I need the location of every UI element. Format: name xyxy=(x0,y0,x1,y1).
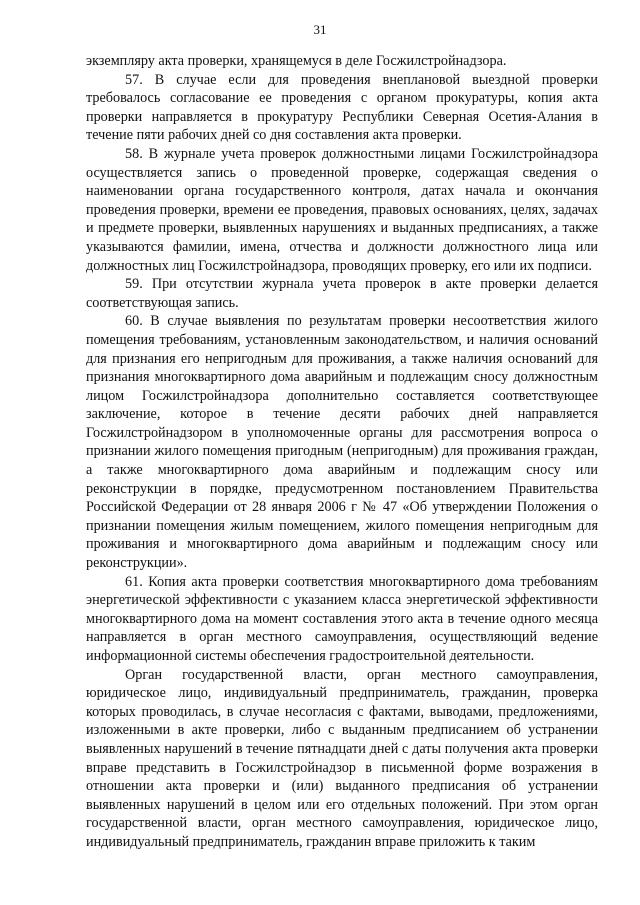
paragraph-60: 60. В случае выявления по результатам проверки несоответствия жилого помещения требованиям, установленным законодательством, и наличия оснований для признания его непригодным для проживания, а также наличия оснований для признания многоквартирного дома аварийным и подлежащим сносу должностным лицом Госжилстройнадзора дополнительно составляется соответствующее заключение, которое в течение десяти рабочих дней направляется Госжилстройнадзором в уполномоченные органы для рассмотрения вопроса о признании жилого помещения пригодным (непригодным) для проживания граждан, а также многоквартирного дома аварийным и подлежащим сносу или реконструкции в порядке, предусмотренном постановлением Правительства Российской Федерации от 28 января 2006 г № 47 «Об утверждении Положения о признании помещения жилым помещением, жилого помещения непригодным для проживания и многоквартирного дома аварийным и подлежащим сносу или реконструкции». xyxy=(86,313,598,572)
paragraph-59: 59. При отсутствии журнала учета проверок в акте проверки делается соответствующая запись. xyxy=(86,276,598,311)
document-body xyxy=(86,52,598,852)
page-number: 31 xyxy=(313,22,327,37)
paragraph-61: 61. Копия акта проверки соответствия многоквартирного дома требованиям энергетической эффективности с указанием класса энергетической эффективности многоквартирного дома на момент составления этого акта в течение одного месяца направляется в орган местного самоуправления, осуществляющий ведение информационной системы обеспечения градостроительной деятельности. xyxy=(86,573,598,664)
paragraph-58: 58. В журнале учета проверок должностными лицами Госжилстройнадзора осуществляется запись о проведенной проверке, содержащая сведения о наименовании органа государственного контроля, датах начала и окончания проведения проверки, времени ее проведения, правовых основаниях, целях, задачах и предмете проверки, выявленных нарушениях и выданных предписаниях, а также указываются фамилии, имена, отчества и должности должностного лица или должностных лиц Госжилстройнадзора, проводящих проверку, его или их подписи. xyxy=(86,145,598,274)
paragraph-57: 57. В случае если для проведения внеплановой выездной проверки требовалось согласование ее проведения с органом прокуратуры, копия акта проверки направляется в прокуратуру Республики Северная Осетия-Алания в течение пяти рабочих дней со дня составления акта проверки. xyxy=(86,71,598,144)
paragraph-objections: Орган государственной власти, орган местного самоуправления, юридическое лицо, индивидуальный предприниматель, гражданин, проверка которых проводилась, в случае несогласия с фактами, выводами, предложениями, изложенными в акте проверки, либо с выданным предписанием об устранении выявленных нарушений в течение пятнадцати дней с даты получения акта проверки вправе представить в Госжилстройнадзор в письменной форме возражения в отношении акта проверки и (или) выданного предписания об устранении выявленных нарушений в целом или его отдельных положений. При этом орган государственной власти, орган местного самоуправления, юридическое лицо, индивидуальный предприниматель, гражданин вправе приложить к таким xyxy=(86,666,598,850)
paragraph-continuation: экземпляру акта проверки, хранящемуся в деле Госжилстройнадзора. xyxy=(86,53,507,69)
